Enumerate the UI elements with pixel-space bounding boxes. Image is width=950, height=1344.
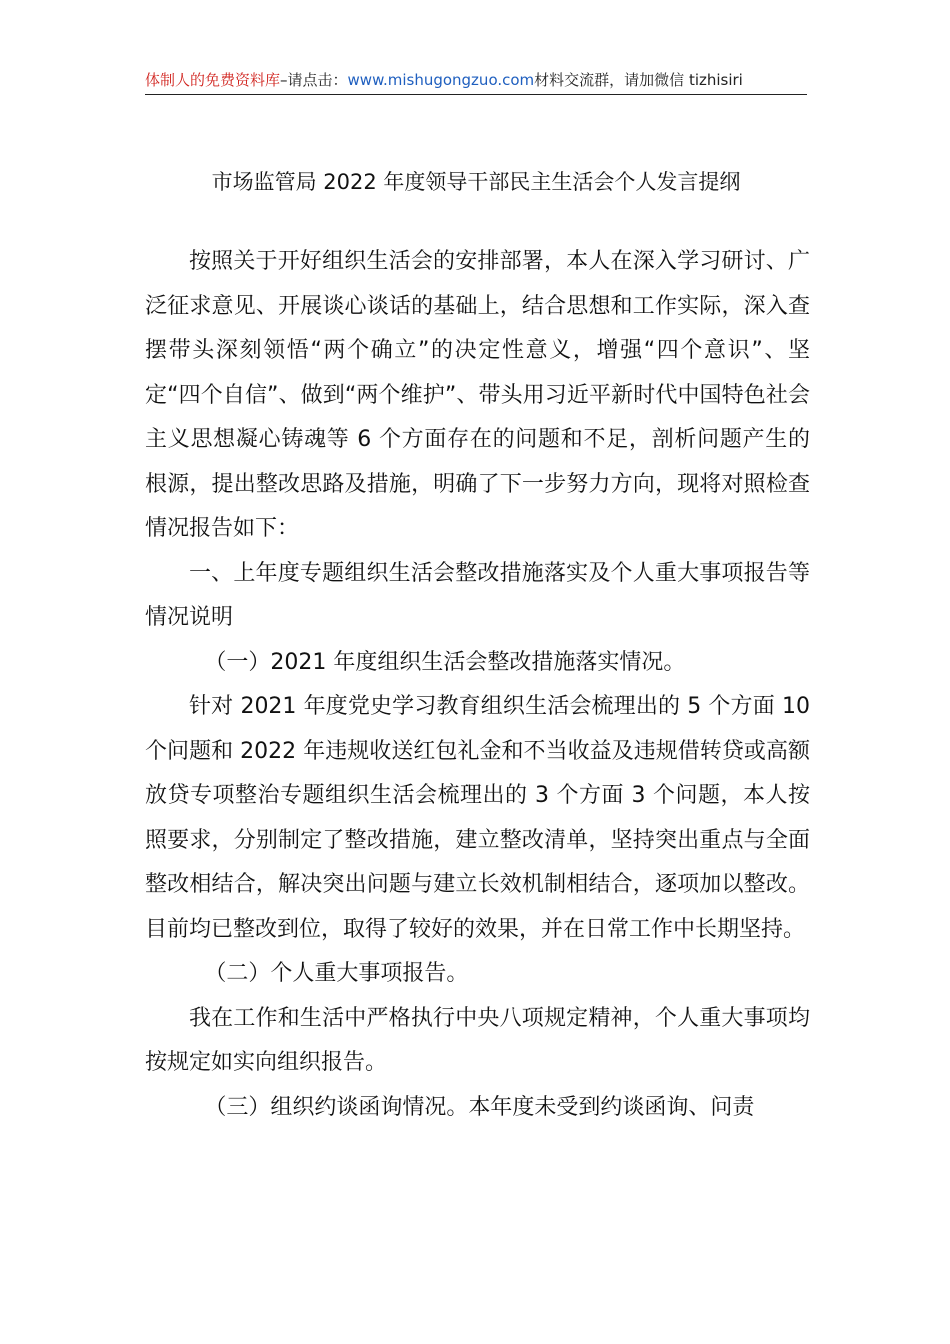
header-prompt: –请点击： xyxy=(280,71,348,89)
header-brand: 体制人的免费资料库 xyxy=(145,71,281,89)
paragraph-personal-report: 我在工作和生活中严格执行中央八项规定精神，个人重大事项均按规定如实向组织报告。 xyxy=(145,1005,810,1075)
paragraph-rectification: 针对 2021 年度党史学习教育组织生活会梳理出的 5 个方面 10 个问题和 2022 年违规收送红包礼金和不当收益及违规借转贷或高额放贷专项整治专题组织生活会梳理出的 3 个方面 3 个问题，本人按照要求，分别制定了整改措施，建立整改清单，坚持突出重点与全面整改相结合，解决突出问题与建立长效机制相结合，逐项加以整改。目前均已整改到位，取得了较好的效果，并在日常工作中长期坚持。 xyxy=(145,694,810,942)
header-tail: 材料交流群，请加微信 tizhisiri xyxy=(534,71,743,89)
paragraph-intro: 按照关于开好组织生活会的安排部署，本人在深入学习研讨、广泛征求意见、开展谈心谈话的基础上，结合思想和工作实际，深入查摆带头深刻领悟“两个确立”的决定性意义，增强“四个意识”、坚定“四个自信”、做到“两个维护”、带头用习近平新时代中国特色社会主义思想凝心铸魂等 6 个方面存在的问题和不足，剖析问题产生的根源，提出整改思路及措施，明确了下一步努力方向，现将对照检查情况报告如下： xyxy=(145,249,810,541)
subsection-heading-3: （三）组织约谈函询情况。本年度未受到约谈函询、问责 xyxy=(204,1094,755,1120)
subsection-heading-1: （一）2021 年度组织生活会整改措施落实情况。 xyxy=(204,649,686,675)
document-body xyxy=(145,240,810,1130)
document-title: 市场监管局 2022 年度领导干部民主生活会个人发言提纲 xyxy=(211,170,741,194)
page-header xyxy=(145,66,807,95)
section-heading-1: 一、上年度专题组织生活会整改措施落实及个人重大事项报告等情况说明 xyxy=(145,560,810,630)
header-link[interactable]: www.mishugongzuo.com xyxy=(347,71,535,89)
subsection-heading-2: （二）个人重大事项报告。 xyxy=(204,961,469,986)
